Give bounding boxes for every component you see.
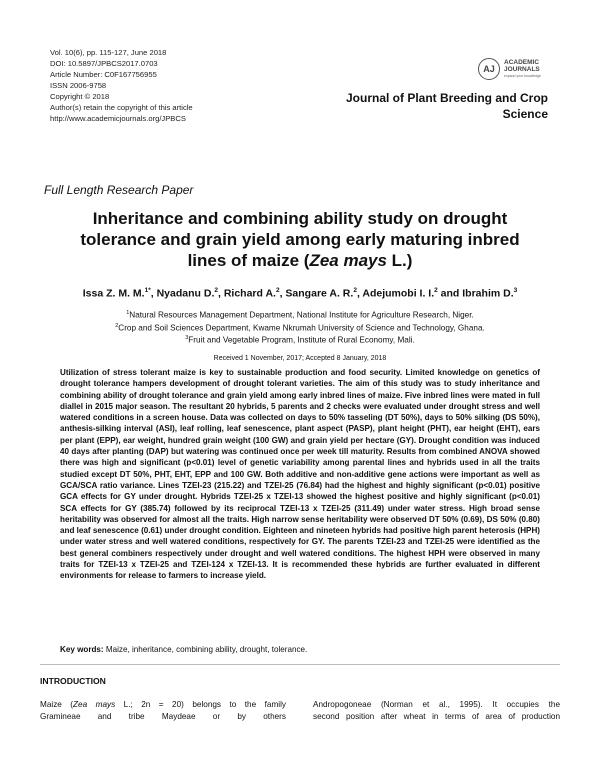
received-dates: Received 1 November, 2017; Accepted 8 January, 2018 bbox=[213, 355, 387, 362]
keywords bbox=[60, 645, 540, 654]
journal-name bbox=[308, 90, 548, 122]
intro-right-column bbox=[313, 699, 560, 723]
introduction-heading: INTRODUCTION bbox=[40, 676, 106, 686]
intro-left-column bbox=[40, 699, 286, 723]
abstract: Utilization of stress tolerant maize is key to sustainable production and food security. Limited knowledge on genetics of drought tolerance hampers development of drought tolerant varieties. The aim of this study was to study inheritance and combining ability of drought tolerance and grain yield among early inbred lines of maize. Five inbred lines were mated in full diallel in 2015 major season. The resultant 20 hybrids, 5 parents and 2 checks were evaluated under drought stress and well watered conditions in a screen house. Data was collected on days to 50% tasseling (DT 50%), days to 50% silking (DS 50%), anthesis-silking interval (ASI), leaf rolling, leaf senescence, plant aspect (PASP), plant height (PHT), ear height (EHT), ears per plant (EPP), ear weight, hundred grain weight (100 GW) and grain yield per hectare (GY). Drought condition was induced 40 days after planting (DAP) but watering was continued once per week till maturity. Results from combined ANOVA showed there was high and significant (p<0.01) level of genetic variability among parental lines and hybrids used in all the traits studied except DT 50%, PHT, EHT, EPP and 100 GW. Both additive and non-additive gene actions were important as well as GCA/SCA ratio variance. Lines TZEI-23 (215.22) and TZEI-25 (76.84) had the highest and highly significant (p<0.01) positive GCA effects for GY under drought. Hybrids TZEI-25 x TZEI-13 showed the highest positive and highly significant (p<0.01) SCA effects for GY (385.74) followed by its reciprocal TZEI-13 x TZEI-25 (311.49) under water stress. High broad sense heritability was observed for almost all the traits. High narrow sense heritability were observed DT 50% (0.69), DS 50% (0.80) and leaf senescence (0.61) under drought condition. Eighteen and nineteen hybrids had positive high parent heterosis (HPH) under water stress and well watered conditions, respectively for GY. The parents TZEI-23 and TZEI-25 were identified as the best general combiners respectively under drought and well watered conditions. The highest HPH were observed in many traits for TZEI-13 x TZEI-25 and TZEI-124 x TZEI-13. It is recommended these hybrids are further evaluated in different environments for release to farmers to increase yield. bbox=[60, 368, 540, 581]
affiliation-sup: 1 bbox=[126, 310, 130, 316]
meta-url[interactable]: http://www.academicjournals.org/JPBCS bbox=[50, 114, 186, 123]
paper-type: Full Length Research Paper bbox=[44, 183, 194, 197]
meta-article-number: Article Number: C0F167756955 bbox=[50, 70, 157, 79]
paper-title bbox=[40, 208, 560, 271]
title-line3-pre: lines of maize ( bbox=[187, 251, 310, 270]
publisher-logo bbox=[478, 58, 541, 80]
intro-left-line2: Gramineae and tribe Maydeae or by others bbox=[40, 712, 286, 721]
title-line2: tolerance and grain yield among early maturing inbred bbox=[80, 230, 520, 249]
section-divider bbox=[40, 664, 560, 665]
keywords-text: Maize, inheritance, combining ability, drought, tolerance. bbox=[103, 645, 308, 654]
intro-text: Maize ( bbox=[40, 700, 74, 709]
affiliation-2 bbox=[40, 321, 560, 334]
logo-mark: AJ bbox=[478, 58, 500, 80]
title-line3-post: L.) bbox=[386, 251, 413, 270]
title-species: Zea mays bbox=[309, 251, 387, 270]
meta-doi[interactable]: DOI: 10.5897/JPBCS2017.0703 bbox=[50, 59, 158, 68]
meta-copyright: Copyright © 2018 bbox=[50, 92, 110, 101]
affiliation-text: Fruit and Vegetable Program, Institute of Rural Economy, Mali. bbox=[188, 336, 415, 346]
affiliation-3 bbox=[40, 333, 560, 346]
author-name: , Nyadanu D. bbox=[150, 287, 215, 300]
author-sup: 2 bbox=[214, 287, 218, 294]
intro-left-line1 bbox=[40, 699, 286, 711]
logo-tagline: expand your knowledge bbox=[504, 73, 541, 78]
author-name: , Richard A. bbox=[218, 287, 276, 300]
affiliation-1 bbox=[40, 308, 560, 321]
affiliation-sup: 3 bbox=[185, 335, 189, 342]
intro-right-line2: second position after wheat in terms of area of production bbox=[313, 712, 560, 721]
author-list bbox=[40, 287, 560, 300]
affiliation-text: Crop and Soil Sciences Department, Kwame Nkrumah University of Science and Technology, Ghana. bbox=[118, 323, 485, 333]
logo-text bbox=[504, 59, 541, 80]
author-sup: 2 bbox=[434, 287, 438, 294]
title-line1: Inheritance and combining ability study on drought bbox=[92, 209, 508, 228]
author-sup: 2 bbox=[353, 287, 357, 294]
intro-species: Zea mays bbox=[73, 700, 116, 709]
meta-volume: Vol. 10(6), pp. 115-127, June 2018 bbox=[50, 48, 167, 57]
journal-name-line2: Science bbox=[502, 107, 548, 121]
meta-rights: Author(s) retain the copyright of this article bbox=[50, 103, 193, 112]
author-name: , Adejumobi I. I. bbox=[356, 287, 435, 300]
affiliation-sup: 2 bbox=[115, 322, 119, 329]
affiliation-text: Natural Resources Management Department, National Institute for Agriculture Research, Niger. bbox=[129, 310, 474, 320]
author-name: and Ibrahim D. bbox=[437, 287, 514, 300]
keywords-label: Key words: bbox=[60, 645, 104, 654]
meta-issn: ISSN 2006-9758 bbox=[50, 81, 107, 90]
logo-name-line2: JOURNALS bbox=[504, 65, 540, 73]
logo-name-line1: ACADEMIC bbox=[504, 58, 540, 66]
journal-name-line1: Journal of Plant Breeding and Crop bbox=[345, 91, 548, 105]
author-name: , Sangare A. R. bbox=[279, 287, 354, 300]
article-metadata bbox=[50, 47, 193, 124]
author-sup: 3 bbox=[513, 287, 518, 294]
author-sup: 2 bbox=[275, 287, 280, 294]
author-name: Issa Z. M. M. bbox=[82, 287, 145, 300]
intro-text: L.; 2n = 20) belongs to the family bbox=[115, 700, 287, 709]
affiliations bbox=[40, 308, 560, 346]
intro-right-line1: Andropogoneae (Norman et al., 1995). It occupies the bbox=[313, 700, 560, 709]
title-line3 bbox=[40, 250, 560, 271]
author-sup: 1* bbox=[144, 287, 151, 294]
